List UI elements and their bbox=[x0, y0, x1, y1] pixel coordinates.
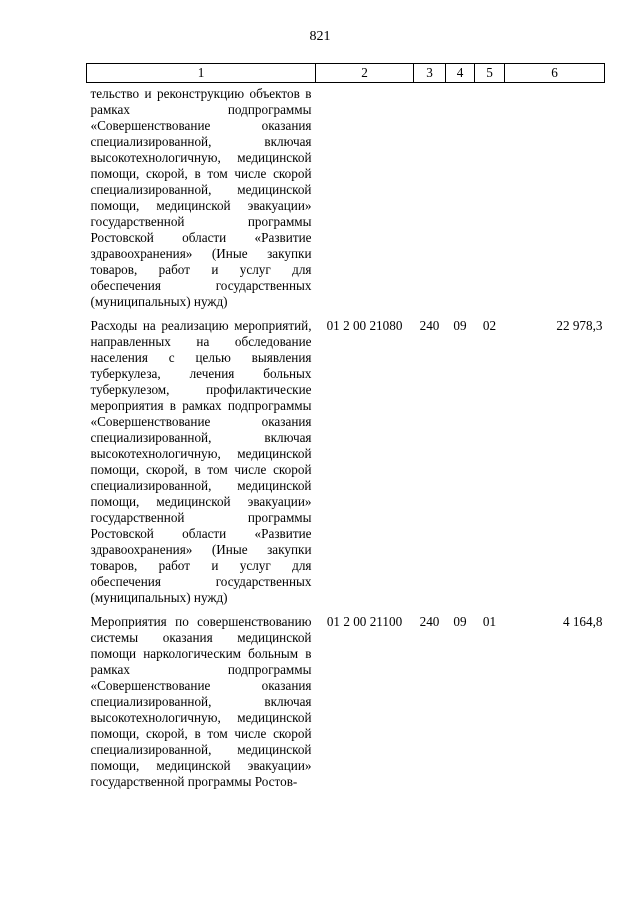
row-section: 09 bbox=[453, 318, 467, 333]
row-amount: 22 978,3 bbox=[556, 318, 603, 333]
row-amount bbox=[505, 83, 605, 311]
header-col-4: 4 bbox=[446, 64, 475, 83]
row-expense-type bbox=[414, 83, 446, 311]
row-amount: 4 164,8 bbox=[562, 614, 603, 629]
table-row bbox=[87, 310, 605, 606]
table-header bbox=[87, 64, 605, 83]
header-col-2: 2 bbox=[316, 64, 414, 83]
row-subsection: 02 bbox=[482, 318, 497, 333]
header-col-1: 1 bbox=[87, 64, 316, 83]
row-description: Мероприятия по совершенствованию системы оказания медицинской помощи наркологическим больным в рамках подпрограммы «Совершенствование оказания специализированной, включая высокотехнологичную, медицинской помощи, скорой, в том числе скорой специализированной, медицинской помощи, медицинской эвакуации» государственной программы Ростов- bbox=[90, 614, 312, 789]
row-section bbox=[446, 83, 475, 311]
row-expense-type: 240 bbox=[419, 318, 440, 333]
row-target-code bbox=[316, 83, 414, 311]
row-expense-type: 240 bbox=[419, 614, 440, 629]
header-col-6: 6 bbox=[505, 64, 605, 83]
row-target-code: 01 2 00 21080 bbox=[326, 318, 403, 333]
header-col-3: 3 bbox=[414, 64, 446, 83]
row-subsection bbox=[475, 83, 505, 311]
row-target-code: 01 2 00 21100 bbox=[326, 614, 403, 629]
page-number: 821 bbox=[309, 29, 331, 44]
table-row bbox=[87, 606, 605, 790]
row-section: 09 bbox=[453, 614, 467, 629]
budget-table bbox=[86, 63, 605, 790]
row-description: Расходы на реализацию мероприятий, направленных на обследование населения с целью выявления туберкулеза, лечения больных туберкулезом, профилактические мероприятия в рамках подпрограммы «Совершенствование оказания специализированной, включая высокотехнологичную, медицинской помощи, скорой, в том числе скорой специализированной, медицинской помощи, медицинской эвакуации» государственной программы Ростовской области «Развитие здравоохранения» (Иные закупки товаров, работ и услуг для обеспечения государственных (муниципальных) нужд) bbox=[90, 318, 312, 605]
header-col-5: 5 bbox=[475, 64, 505, 83]
row-description: тельство и реконструкцию объектов в рамках подпрограммы «Совершенствование оказания специализированной, включая высокотехнологичную, медицинской помощи, скорой, в том числе скорой специализированной, медицинской помощи, медицинской эвакуации» государственной программы Ростовской области «Развитие здравоохранения» (Иные закупки товаров, работ и услуг для обеспечения государственных (муниципальных) нужд) bbox=[90, 86, 312, 309]
row-subsection: 01 bbox=[482, 614, 497, 629]
table-row bbox=[87, 83, 605, 311]
